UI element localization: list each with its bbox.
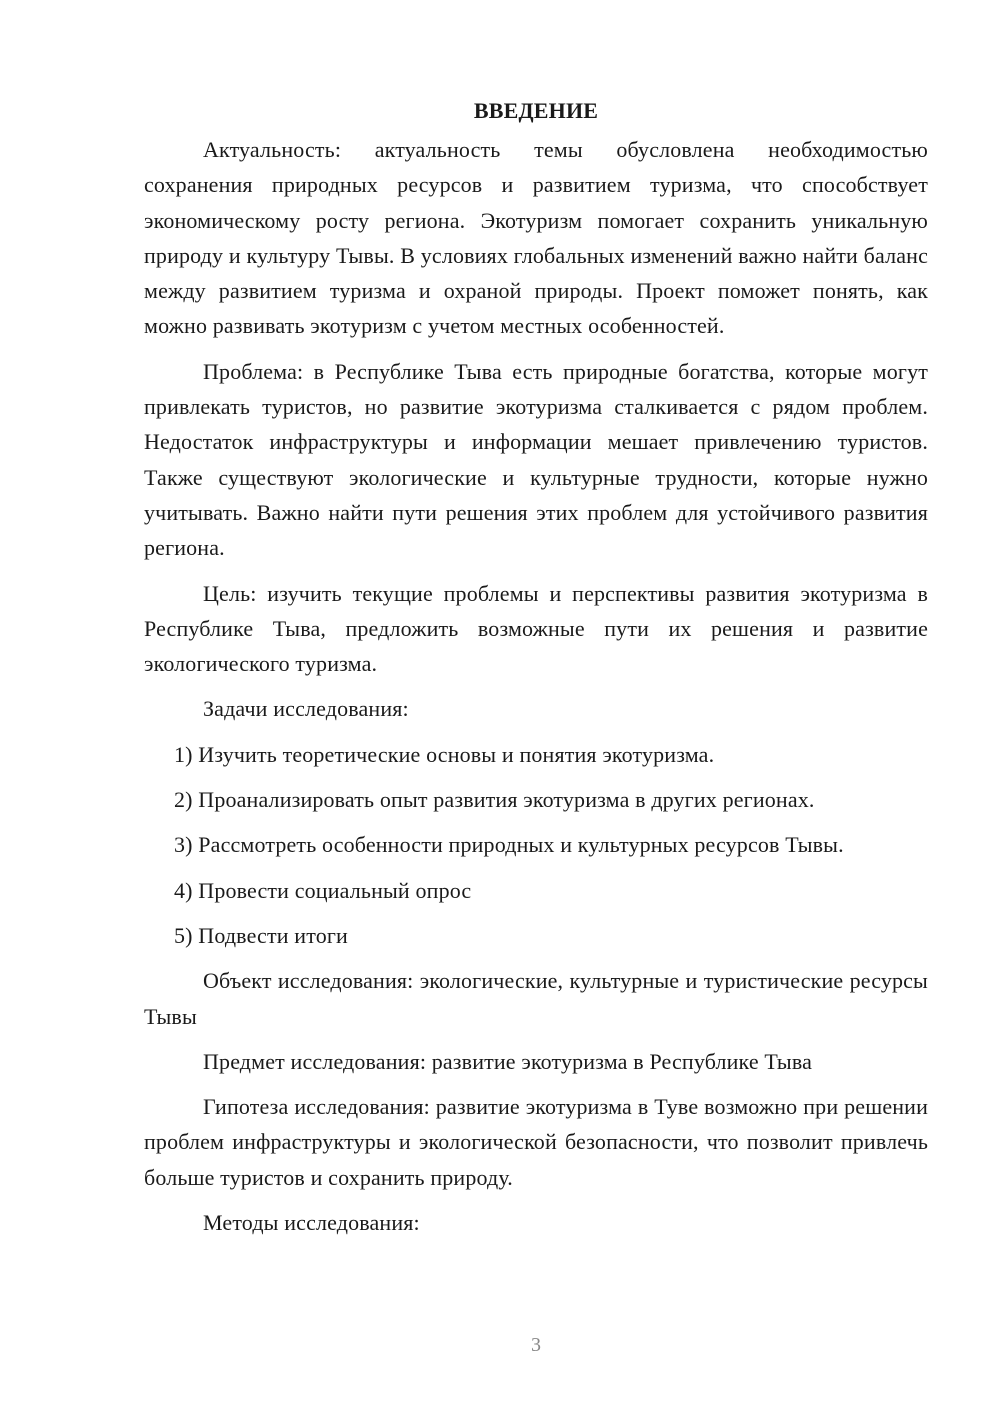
list-item: 2) Проанализировать опыт развития экотуризма в других регионах. bbox=[174, 787, 815, 813]
methods-heading: Методы исследования: bbox=[203, 1210, 420, 1236]
problem-paragraph: Проблема: в Республике Тыва есть природные богатства, которые могут привлекать туристов, но развитие экотуризма сталкивается с рядом проблем. Недостаток инфраструктуры и информации мешает привлечению туристов. Также существуют экологические и культурные трудности, которые нужно учитывать. Важно найти пути решения этих проблем для устойчивого развития региона. bbox=[144, 358, 928, 561]
document-page bbox=[144, 96, 928, 1250]
relevance-paragraph: Актуальность: актуальность темы обусловлена необходимостью сохранения природных ресурсов и развитием туризма, что способствует экономическому росту региона. Экотуризм помогает сохранить уникальную природу и культуру Тывы. В условиях глобальных изменений важно найти баланс между развитием туризма и охраной природы. Проект поможет понять, как можно развивать экотуризм с учетом местных особенностей. bbox=[144, 137, 928, 339]
goal-paragraph: Цель: изучить текущие проблемы и перспективы развития экотуризма в Республике Тыва, предложить возможные пути их решения и развитие экологического туризма. bbox=[144, 580, 928, 677]
subject-paragraph: Предмет исследования: развитие экотуризма в Республике Тыва bbox=[203, 1048, 812, 1074]
object-paragraph: Объект исследования: экологические, культурные и туристические ресурсы Тывы bbox=[144, 968, 928, 1029]
list-item: 4) Провести социальный опрос bbox=[174, 877, 472, 903]
list-item: 1) Изучить теоретические основы и понятия экотуризма. bbox=[174, 741, 715, 767]
page-number: 3 bbox=[531, 1334, 541, 1356]
hypothesis-paragraph: Гипотеза исследования: развитие экотуризма в Туве возможно при решении проблем инфраструктуры и экологической безопасности, что позволит привлечь больше туристов и сохранить природу. bbox=[144, 1094, 928, 1190]
tasks-list bbox=[144, 737, 928, 953]
tasks-heading: Задачи исследования: bbox=[203, 696, 409, 722]
page-title: ВВЕДЕНИЕ bbox=[473, 98, 599, 123]
list-item: 5) Подвести итоги bbox=[174, 922, 348, 948]
list-item: 3) Рассмотреть особенности природных и культурных ресурсов Тывы. bbox=[174, 832, 844, 858]
